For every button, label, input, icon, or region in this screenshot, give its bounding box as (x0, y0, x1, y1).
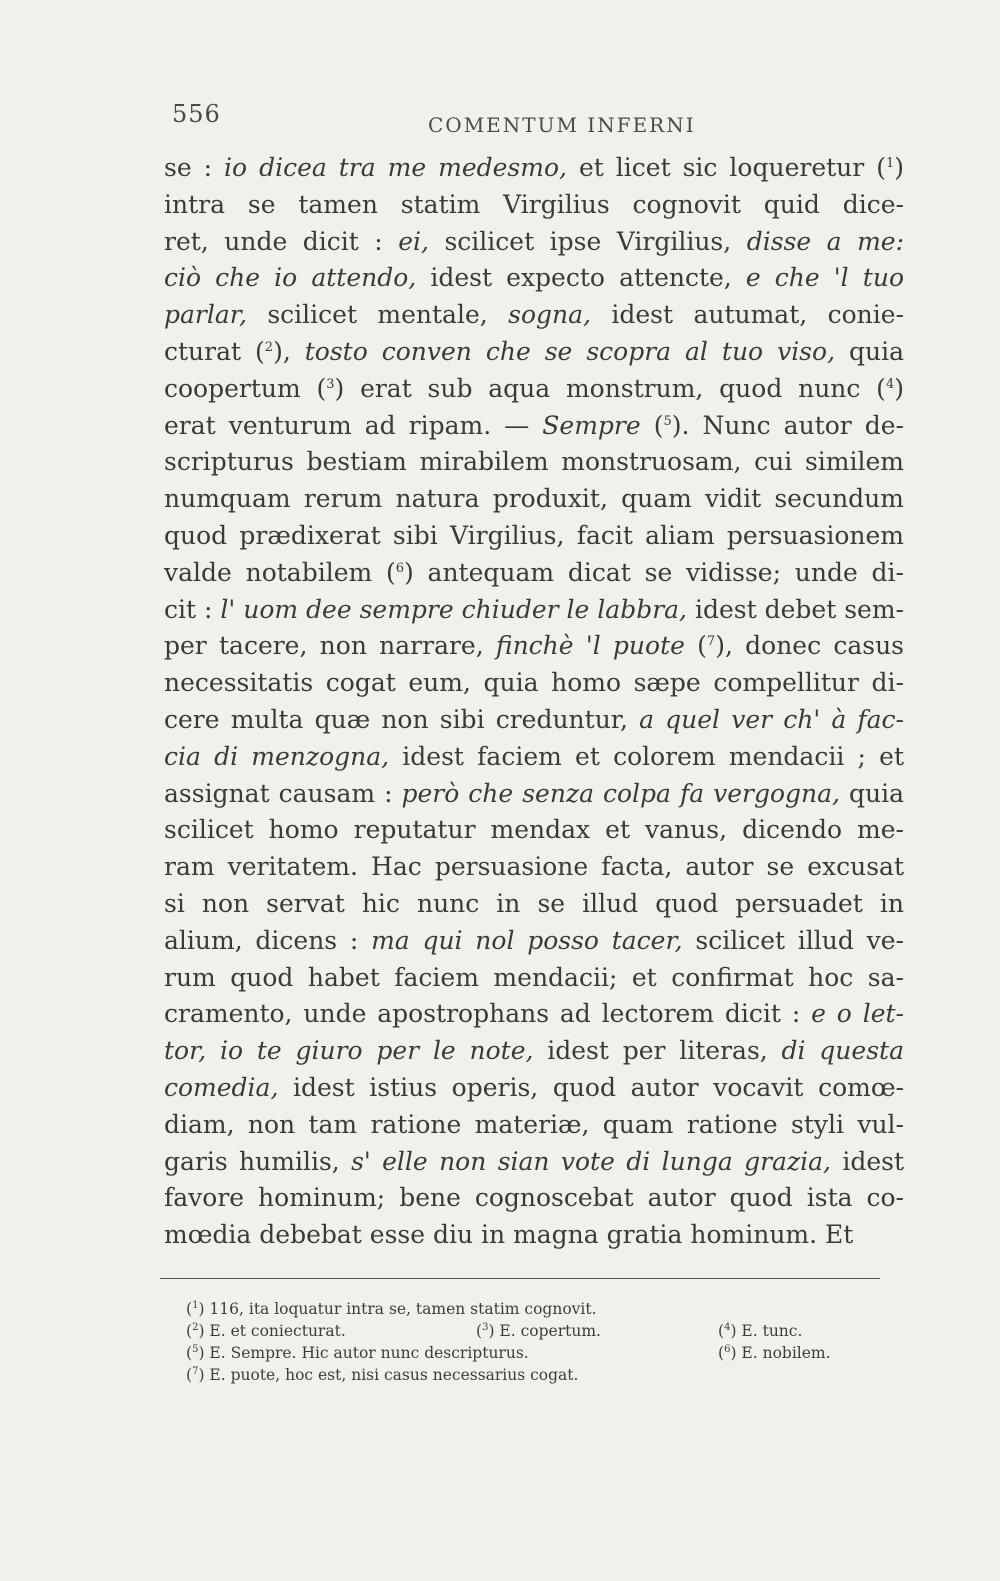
text-line (164, 444, 904, 481)
text-run: ram veritatem. Hac persuasione facta, autor se excusat (164, 852, 904, 882)
quoted-verse: disse a me: (746, 226, 904, 256)
text-line (164, 886, 904, 923)
text-run: quod prædixerat sibi Virgilius, facit aliam persuasionem (164, 520, 904, 550)
text-run: idest debet sem- (687, 594, 904, 624)
text-run: ) erat sub aqua monstrum, quod nunc ( (334, 373, 886, 403)
text-run: intra se tamen statim Virgilius cognovit quid dice- (164, 189, 904, 219)
text-run: ) (894, 153, 904, 182)
footnote-row (186, 1320, 866, 1342)
text-run: rum quod habet faciem mendacii; et confirmat hoc sa- (164, 962, 904, 992)
commentary-text (164, 150, 904, 1254)
text-run: quia (835, 336, 904, 366)
footnote-mark: ($^1$) (186, 1300, 210, 1318)
footnote-text: E. nobilem. (741, 1344, 831, 1362)
footnote-text: E. puote, hoc est, nisi casus necessarius cogat. (209, 1366, 579, 1384)
text-run: cturat ( (164, 336, 265, 366)
text-line (164, 776, 904, 813)
text-line (164, 996, 904, 1033)
text-line (164, 481, 904, 518)
text-line (164, 1033, 904, 1070)
text-run: favore hominum; bene cognoscebat autor quod ista co- (164, 1183, 904, 1213)
text-line (164, 849, 904, 886)
footnote-text: E. Sempre. Hic autor nunc descripturus. (209, 1344, 529, 1362)
text-line (164, 592, 904, 629)
text-run: idest per literas, (533, 1036, 782, 1066)
text-line (164, 1070, 904, 1107)
text-line (164, 739, 904, 776)
text-line (164, 1144, 904, 1181)
footnote-mark: ($^4$) (718, 1322, 742, 1340)
text-run: idest faciem et colorem mendacii ; et (389, 741, 904, 771)
footnote-mark: ($^3$) (476, 1322, 500, 1340)
text-run: ) antequam dicat se vidisse; unde di- (404, 557, 904, 587)
text-run: scilicet illud ve- (682, 925, 905, 955)
quoted-verse: ciò che io attendo, (164, 263, 417, 293)
footnote-mark: ($^7$) (186, 1366, 210, 1384)
text-run: et licet sic loqueretur ( (566, 153, 886, 182)
text-run: mœdia debebat esse diu in magna gratia hominum. Et (164, 1220, 854, 1250)
text-run: ), donec casus (715, 631, 904, 661)
footnote-ref: 7 (706, 634, 716, 650)
text-line (164, 187, 904, 224)
footnote (186, 1320, 346, 1342)
footnote-ref: 6 (395, 560, 405, 576)
quoted-verse: e o let- (811, 999, 905, 1029)
footnote (718, 1320, 802, 1342)
text-run: necessitatis cogat eum, quia homo sæpe compellitur di- (164, 668, 904, 698)
text-run: ( (684, 631, 707, 661)
footnote (476, 1320, 601, 1342)
text-run: idest expecto attencte, (416, 263, 746, 293)
quoted-verse: a quel ver ch' à fac- (639, 704, 904, 734)
footnote-row (186, 1298, 866, 1320)
text-line (164, 1217, 904, 1254)
quoted-verse: di questa (781, 1036, 904, 1066)
quoted-verse: comedia, (164, 1072, 279, 1102)
footnote-text: E. tunc. (741, 1322, 803, 1340)
text-run: numquam rerum natura produxit, quam vidit secundum (164, 484, 904, 514)
text-line (164, 518, 904, 555)
footnote-ref: 3 (326, 376, 335, 392)
text-run: si non servat hic nunc in se illud quod persuadet in (164, 888, 904, 918)
text-line (164, 297, 904, 334)
quoted-verse: sogna, (508, 300, 591, 330)
text-run: cit : (164, 594, 221, 624)
footnote-text: E. et coniecturat. (209, 1322, 346, 1340)
text-run: idest autumat, conie- (590, 300, 904, 330)
text-run: ), (273, 336, 305, 366)
footnote (186, 1298, 597, 1320)
text-run: diam, non tam ratione materiæ, quam ratione styli vul- (164, 1109, 904, 1139)
text-line (164, 812, 904, 849)
quoted-verse: io dicea tra me medesmo, (224, 153, 567, 182)
text-run: alium, dicens : (164, 925, 372, 955)
footnote-rule (160, 1278, 880, 1279)
quoted-verse: tosto conven che se scopra al tuo viso, (304, 336, 836, 366)
quoted-verse: cia di menzogna, (164, 741, 390, 771)
text-run: per tacere, non narrare, (164, 631, 496, 661)
text-line (164, 555, 904, 592)
text-run: idest istius operis, quod autor vocavit comœ- (278, 1072, 904, 1102)
text-line (164, 334, 904, 371)
text-run: idest (830, 1146, 904, 1176)
text-run: valde notabilem ( (164, 557, 396, 587)
text-line (164, 1107, 904, 1144)
text-run: cramento, unde apostrophans ad lectorem dicit : (164, 999, 812, 1029)
footnote-text: E. copertum. (499, 1322, 601, 1340)
text-line (164, 408, 904, 445)
quoted-verse: finchè 'l puote (495, 631, 685, 661)
text-run: se : (164, 153, 225, 182)
text-run: scilicet homo reputatur mendax et vanus, dicendo me- (164, 815, 904, 845)
text-run: ( (640, 410, 664, 440)
footnote-ref: 4 (885, 376, 895, 392)
quoted-verse: l' uom dee sempre chiuder le labbra, (220, 594, 688, 624)
text-run: ) (894, 373, 904, 403)
footnote-mark: ($^5$) (186, 1344, 210, 1362)
text-run: scilicet mentale, (246, 300, 509, 330)
footnote-row (186, 1364, 866, 1386)
quoted-verse: ei, (398, 226, 429, 256)
text-line (164, 1180, 904, 1217)
quoted-verse: Sempre (542, 410, 641, 440)
text-run: cere multa quæ non sibi creduntur, (164, 704, 640, 734)
text-line (164, 923, 904, 960)
footnote (718, 1342, 831, 1364)
footnote-row (186, 1342, 866, 1364)
text-run: scilicet ipse Virgilius, (428, 226, 747, 256)
text-line (164, 628, 904, 665)
text-run: quia (840, 778, 905, 808)
text-run: erat venturum ad ripam. — (164, 410, 543, 440)
text-line (164, 224, 904, 261)
footnote-mark: ($^2$) (186, 1322, 210, 1340)
quoted-verse: tor, io te giuro per le note, (164, 1036, 534, 1066)
footnote-mark: ($^6$) (718, 1344, 742, 1362)
text-line (164, 665, 904, 702)
text-line (164, 150, 904, 187)
text-line (164, 702, 904, 739)
quoted-verse: ma qui nol posso tacer, (371, 925, 683, 955)
quoted-verse: però che senza colpa fa vergogna, (401, 778, 840, 808)
footnote-ref: 5 (663, 413, 672, 429)
footnote-ref: 1 (885, 156, 895, 171)
running-head: COMENTUM INFERNI (428, 113, 696, 137)
text-run: assignat causam : (164, 778, 402, 808)
footnote-ref: 2 (264, 339, 274, 355)
footnote-text: 116, ita loquatur intra se, tamen statim cognovit. (209, 1300, 597, 1318)
text-line (164, 260, 904, 297)
quoted-verse: e che 'l tuo (745, 263, 904, 293)
quoted-verse: s' elle non sian vote di lunga grazia, (351, 1146, 831, 1176)
quoted-verse: parlar, (164, 300, 247, 330)
text-run: ). Nunc autor de- (671, 410, 905, 440)
text-run: coopertum ( (164, 373, 327, 403)
text-run: scripturus bestiam mirabilem monstruosam, cui similem (164, 447, 904, 477)
text-line (164, 960, 904, 997)
page-number: 556 (172, 100, 221, 128)
text-run: ret, unde dicit : (164, 226, 399, 256)
footnote (186, 1364, 578, 1386)
footnote (186, 1342, 529, 1364)
text-line (164, 371, 904, 408)
text-run: garis humilis, (164, 1146, 352, 1176)
footnotes (186, 1298, 866, 1386)
